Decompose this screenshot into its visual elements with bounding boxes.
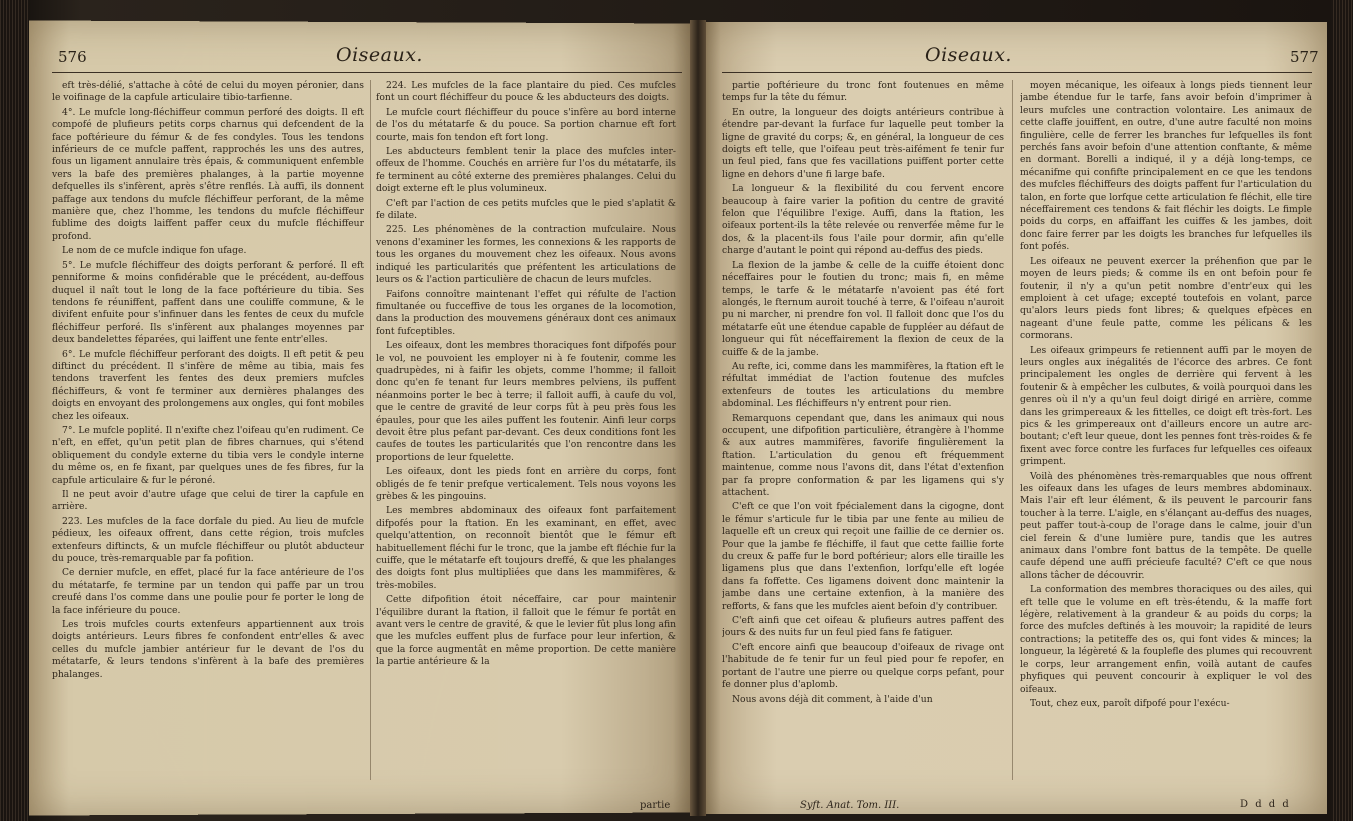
paragraph: 225. Les phénomènes de la contraction mufculaire. Nous venons d'examiner les formes, les connexions & les rapports de tous les organes du mouvement chez les oifeaux. Nous avons indiqué les particularités que préfentent les articulations de leurs os & l'action particulière de chacun de leurs mufcles. [376, 224, 676, 286]
paragraph: Le mufcle court fléchiffeur du pouce s'infère au bord interne de l'os du métatarfe & du pouce. Sa portion charnue eft fort courte, mais fon tendon eft fort long. [376, 106, 676, 143]
paragraph: Voilà des phénomènes très-remarquables que nous offrent les oifeaux dans les ufages de leurs membres abdominaux. Mais l'air eft leur élément, & ils peuvent le parcourir fans toucher à la terre. L'aigle, en s'élançant au-deffus des nuages, peut paffer tout-à-coup de l'orage dans le calme, jouir d'un ciel ferein & d'une lumière pure, tandis que les autres animaux dans l'ombre font battus de la tempête. De quelle caufe dépend une auffi précieufe faculté? C'eft ce que nous allons tâcher de découvrir. [1020, 470, 1312, 581]
paragraph: Les oifeaux grimpeurs fe retiennent auffi par le moyen de leurs ongles aux inégalités de l'écorce des arbres. Ce font principalement les ongles de derrière qui fervent à les foutenir & à empêcher les culbutes, & voilà pourquoi dans les genres où il n'y a qu'un feul doigt dirigé en arrière, comme dans les grimpereaux & les fittelles, ce doigt eft très-fort. Les pics & les grimpereaux ont d'ailleurs encore un autre arc-boutant; c'eft leur queue, dont les pennes font très-roides & fe fixent avec force contre les furfaces fur lefquelles ces oifeaux grimpent. [1020, 344, 1312, 468]
paragraph: Remarquons cependant que, dans les animaux qui nous occupent, une difpofition particulière, étrangère à l'homme & aux autres mammifères, favorife fingulièrement la ftation. L'articulation du genou eft fréquemment maintenue, comme nous l'avons dit, dans l'état d'extenfion par fa propre conformation & par les ligamens qui s'y attachent. [722, 412, 1004, 498]
right-page-number: 577 [1290, 48, 1319, 66]
paragraph: Les trois mufcles courts extenfeurs appartiennent aux trois doigts antérieurs. Leurs fibres fe confondent entr'elles & avec celles du mufcle jambier antérieur fur le devant de l'os du métatarfe, & leurs tendons s'infèrent à la bafe des premières phalanges. [52, 619, 364, 680]
paragraph: 4°. Le mufcle long-fléchiffeur commun perforé des doigts. Il eft compofé de plufieurs petits corps charnus qui defcendent de la face poftérieure du fémur & de fes condyles. Tous les tendons inférieurs de ce mufcle paffent, rapprochés les uns des autres, fous un ligament annulaire très épais, & communiquent enfemble vers la bafe des premières phalanges, à la partie moyenne defquelles ils s'infèrent, après s'être renflés. Là auffi, ils donnent paffage aux tendons du mufcle fléchiffeur perforant, de la même manière que, chez l'homme, les tendons du mufcle fléchiffeur fublime des doigts laiffent paffer ceux du mufcle fléchiffeur profond. [52, 106, 364, 242]
paragraph: Il ne peut avoir d'autre ufage que celui de tirer la capfule en arrière. [52, 489, 364, 513]
book-gutter [690, 20, 706, 816]
paragraph: Les oifeaux, dont les membres thoraciques font difpofés pour le vol, ne pouvoient les employer ni à fe foutenir, comme les quadrupèdes, ni à faifir les objets, comme l'homme; il falloit donc qu'en fe tenant fur leurs membres pelviens, ils puffent néanmoins porter le bec à terre; il falloit auffi, à caufe du vol, que le centre de gravité de leur corps fût à peu près fous les épaules, pour que les ailes puffent les foutenir. Ainfi leur corps devoit être plus pefant par-devant. Ces deux conditions font les caufes de toutes les particularités que l'on rencontre dans les proportions de leur fquelette. [376, 340, 676, 463]
left-column-separator [370, 80, 371, 780]
paragraph: moyen mécanique, les oifeaux à longs pieds tiennent leur jambe étendue fur le tarfe, fans avoir befoin d'imprimer à leurs mufcles une contraction volontaire. Les animaux de cette claffe jouiffent, en outre, d'une autre faculté non moins fingulière, celle de ferrer les branches fur lefquelles ils font perchés fans avoir befoin d'une attention conftante, & même en dormant. Borelli a indiqué, il y a déjà long-temps, ce mécanifme qui confifte principalement en ce que les tendons des mufcles fléchiffeurs des doigts paffent fur l'articulation du talon, en forte que lorfque cette articulation fe fléchit, elle tire néceffairement ces tendons & fait fléchir les doigts. Le fimple poids du corps, en affaiffant les cuiffes & les jambes, doit donc faire ferrer par les doigts les branches fur lefquelles ils font pofés. [1020, 80, 1312, 253]
left-column-1 [52, 80, 364, 800]
paragraph: Le nom de ce mufcle indique fon ufage. [62, 245, 247, 257]
left-header-rule [52, 72, 682, 73]
left-column-2 [376, 80, 676, 800]
paragraph: Nous avons déjà dit comment, à l'aide d'un [732, 693, 933, 705]
paragraph: Ce dernier mufcle, en effet, placé fur la face antérieure de l'os du métatarfe, fe termine par un tendon qui paffe par un trou creufé dans l'os comme dans une poulie pour fe porter le long de la face inférieure du pouce. [52, 567, 364, 616]
paragraph: Au refte, ici, comme dans les mammifères, la ftation eft le réfultat immédiat de l'action foutenue des mufcles extenfeurs de toutes les articulations du membre abdominal. Les fléchiffeurs n'y entrent pour rien. [722, 360, 1004, 410]
paragraph: C'eft par l'action de ces petits mufcles que le pied s'aplatit & fe dilate. [376, 197, 676, 222]
paragraph: 5°. Le mufcle fléchiffeur des doigts perforant & perforé. Il eft penniforme & moins confidérable que le précédent, au-deffous duquel il naît tout le long de la face poftérieure du tibia. Ses tendons fe réuniffent, paffent dans une couliffe commune, & le divifent enfuite pour s'infinuer dans les fentes de ceux du mufcle fléchiffeur perforé. Ils s'infèrent aux phalanges moyennes par deux bandelettes féparées, qui laiffent une fente entr'elles. [52, 259, 364, 346]
right-footer-title: Syft. Anat. Tom. III. [800, 800, 900, 811]
paragraph: Les oifeaux, dont les pieds font en arrière du corps, font obligés de fe tenir prefque verticalement. Tels nous voyons les grèbes & les pingouins. [376, 466, 676, 502]
right-running-head: Oiseaux. [925, 44, 1012, 66]
paragraph: C'eft ainfi que cet oifeau & plufieurs autres paffent des jours & des nuits fur un feul pied fans fe fatiguer. [722, 615, 1004, 639]
paragraph: La longueur & la flexibilité du cou fervent encore beaucoup à faire varier la pofition du centre de gravité felon que l'équilibre l'exige. Auffi, dans la ftation, les oifeaux portent-ils la tête relevée ou renverfée même fur le dos, & la placent-ils fous l'aile pour dormir, afin qu'elle charge d'autant le point qui répond au-deffus des pieds. [722, 183, 1004, 257]
right-column-1 [722, 80, 1004, 800]
paragraph: En outre, la longueur des doigts antérieurs contribue à étendre par-devant la furface fur laquelle peut tomber la ligne de gravité du corps; &, en général, la longueur de ces doigts eft telle, que l'oifeau peut très-aifément fe tenir fur un feul pied, fans que fes vacillations puiffent porter cette ligne en dehors d'une fi large bafe. [722, 106, 1004, 180]
paragraph: La flexion de la jambe & celle de la cuiffe étoient donc néceffaires pour le foutien du tronc; mais fi, en même temps, le tarfe & le métatarfe n'avoient pas été fort alongés, le fternum auroit touché à terre, & l'oifeau n'auroit pu ni marcher, ni prendre fon vol. Il falloit donc que l'os du métatarfe eût une étendue capable de fuppléer au défaut de longueur qui fût néceffairement la flexion de ceux de la cuiffe & de la jambe. [722, 259, 1004, 358]
signature-mark: D d d d [1240, 799, 1291, 810]
left-page-number: 576 [58, 48, 87, 66]
paragraph: C'eft ce que l'on voit fpécialement dans la cigogne, dont le fémur s'articule fur le tibia par une fente au milieu de laquelle eft un creux qui reçoit une faillie de ce dernier os. Pour que la jambe fe fléchiffe, il faut que cette faillie forte du creux & paffe fur le bord poftérieur; alors elle tiraille les ligamens plus que dans l'extenfion, lorfqu'elle eft logée dans fa foffette. Ces ligamens doivent donc maintenir la jambe dans une certaine extenfion, à la manière des refforts, & fans que les mufcles aient befoin d'y contribuer. [722, 501, 1004, 612]
paragraph: 7°. Le mufcle poplité. Il n'exifte chez l'oifeau qu'en rudiment. Ce n'eft, en effet, qu'un petit plan de fibres charnues, qui s'étend obliquement du condyle externe du tibia vers le condyle interne du même os, en fe fixant, par quelques unes de fes fibres, fur la capfule articulaire & fur le péroné. [52, 424, 364, 486]
paragraph: Les oifeaux ne peuvent exercer la préhenfion que par le moyen de leurs pieds; & comme ils en ont befoin pour fe foutenir, il n'y a qu'un petit nombre d'entr'eux qui les emploient à cet ufage; excepté toutefois en volant, parce qu'alors leurs pieds font libres; & quelques efpèces en nageant d'une feule patte, comme les pélicans & les cormorans. [1020, 255, 1312, 342]
paragraph: La conformation des membres thoraciques ou des ailes, qui eft telle que le volume en eft très-étendu, & la maffe fort légère, relativement à la grandeur & au poids du corps; la force des mufcles deftinés à les mouvoir; la rapidité de leurs contractions; la petiteffe des os, qui font vides & minces; la longueur, la légèreté & la fouplefle des plumes qui recouvrent le corps, leur arrangement enfin, voilà autant de caufes phyfiques qui peuvent concourir à expliquer le vol des oifeaux. [1020, 584, 1312, 695]
paragraph: C'eft encore ainfi que beaucoup d'oifeaux de rivage ont l'habitude de fe tenir fur un feul pied pour fe repofer, en portant de l'autre une pierre ou quelque corps pefant, pour fe donner plus d'aplomb. [722, 641, 1004, 691]
paragraph: 224. Les mufcles de la face plantaire du pied. Ces mufcles font un court fléchiffeur du pouce & les abducteurs des doigts. [376, 80, 676, 104]
paragraph: eft très-délié, s'attache à côté de celui du moyen péronier, dans le voifinage de la capfule articulaire tibio-tarfienne. [52, 80, 364, 104]
book-edge-right [1331, 0, 1353, 821]
paragraph: Cette difpofition étoit néceffaire, car pour maintenir l'équilibre durant la ftation, il falloit que le fémur fe portât en avant vers le centre de gravité, & que le levier fût plus long afin que les mufcles euffent plus de furface pour leur infertion, & que la force augmentât en même proportion. De cette manière la partie antérieure & la [376, 594, 676, 668]
paragraph: Tout, chez eux, paroît difpofé pour l'exécu- [1030, 697, 1230, 709]
paragraph: Les abducteurs femblent tenir la place des mufcles inter-offeux de l'homme. Couchés en arrière fur l'os du métatarfe, ils fe terminent au côté externe des premières phalanges. Celui du doigt externe eft le plus volumineux. [376, 146, 676, 195]
book-edge-left [0, 0, 28, 821]
left-running-head: Oiseaux. [336, 44, 423, 66]
right-column-2 [1020, 80, 1312, 800]
right-column-separator [1012, 80, 1013, 780]
right-header-rule [722, 72, 1312, 73]
paragraph: 223. Les mufcles de la face dorfale du pied. Au lieu de mufcle pédieux, les oifeaux offrent, dans cette région, trois mufcles extenfeurs diftincts, & un mufcle fléchiffeur ou plutôt abducteur du pouce, très-remarquable par fa pofition. [52, 515, 364, 565]
paragraph: Faifons connoître maintenant l'effet qui réfulte de l'action fimultanée ou fucceffive de tous les organes de la locomotion, dans la production des mouvemens généraux dont ces animaux font fufceptibles. [376, 288, 676, 337]
paragraph: partie poftérieure du tronc font foutenues en même temps fur la tête du fémur. [722, 80, 1004, 104]
paragraph: Les membres abdominaux des oifeaux font parfaitement difpofés pour la ftation. En les examinant, en effet, avec quelqu'attention, on reconnoît bientôt que le fémur eft habituellement fléchi fur le tronc, que la jambe eft fléchie fur la cuiffe, que le métatarfe eft toujours dreffé, & que les phalanges des doigts font plus multipliées que dans les mammifères, & très-mobiles. [376, 505, 676, 591]
paragraph: 6°. Le mufcle fléchiffeur perforant des doigts. Il eft petit & peu diftinct du précédent. Il s'infère de même au tibia, mais fes tendons traverfent les fentes des deux premiers mufcles fléchiffeurs, & vont fe terminer aux dernières phalanges des doigts en envoyant des prolongemens aux ongles, qui font mobiles chez les oifeaux. [52, 348, 364, 422]
left-catchword: partie [640, 800, 671, 811]
